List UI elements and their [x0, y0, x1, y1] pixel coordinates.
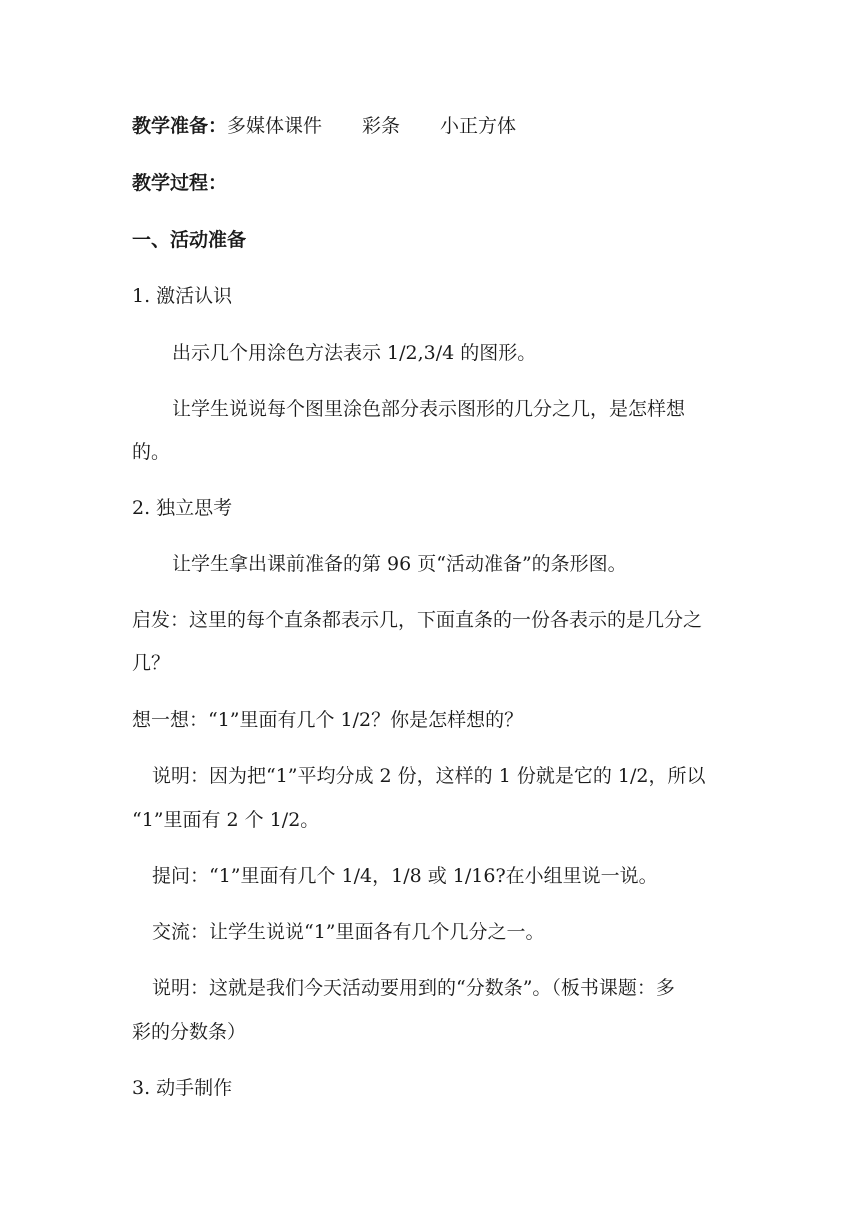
step1-heading: 1. 激活认识: [132, 285, 233, 307]
step1-paragraph-2-line-2: 的。: [132, 441, 171, 463]
inspire-line-2: 几？: [132, 652, 171, 674]
explain1-line-2: “1”里面有 2 个 1/2。: [132, 809, 320, 831]
exchange-line: 交流：让学生说说“1”里面各有几个几分之一。: [152, 921, 545, 943]
explain2-line-2: 彩的分数条）: [132, 1021, 247, 1043]
step2-heading: 2. 独立思考: [132, 497, 233, 519]
explain2-line-1: 说明：这就是我们今天活动要用到的“分数条”。（板书课题：多: [152, 977, 675, 999]
think-line: 想一想：“1”里面有几个 1/2？你是怎样想的？: [132, 709, 524, 731]
step3-heading: 3. 动手制作: [132, 1077, 233, 1099]
prep-item-color-strips: 彩条: [362, 115, 401, 137]
ask-line: 提问：“1”里面有几个 1/4，1/8 或 1/16?在小组里说一说。: [152, 865, 658, 887]
explain1-line-1: 说明：因为把“1”平均分成 2 份，这样的 1 份就是它的 1/2，所以: [152, 765, 706, 787]
teaching-prep-line: [132, 114, 516, 138]
prep-item-multimedia: 多媒体课件: [227, 115, 323, 137]
prep-item-small-cubes: 小正方体: [440, 115, 517, 137]
inspire-line-1: 启发：这里的每个直条都表示几，下面直条的一份各表示的是几分之: [132, 609, 703, 631]
step2-paragraph-1: 让学生拿出课前准备的第 96 页“活动准备”的条形图。: [172, 553, 627, 575]
step1-paragraph-1: 出示几个用涂色方法表示 1/2,3/4 的图形。: [172, 342, 537, 364]
section-heading: 一、活动准备: [132, 229, 247, 251]
teaching-prep-label: 教学准备：: [132, 115, 228, 137]
teaching-process-heading: 教学过程：: [132, 172, 228, 194]
step1-paragraph-2-line-1: 让学生说说每个图里涂色部分表示图形的几分之几，是怎样想: [172, 398, 686, 420]
